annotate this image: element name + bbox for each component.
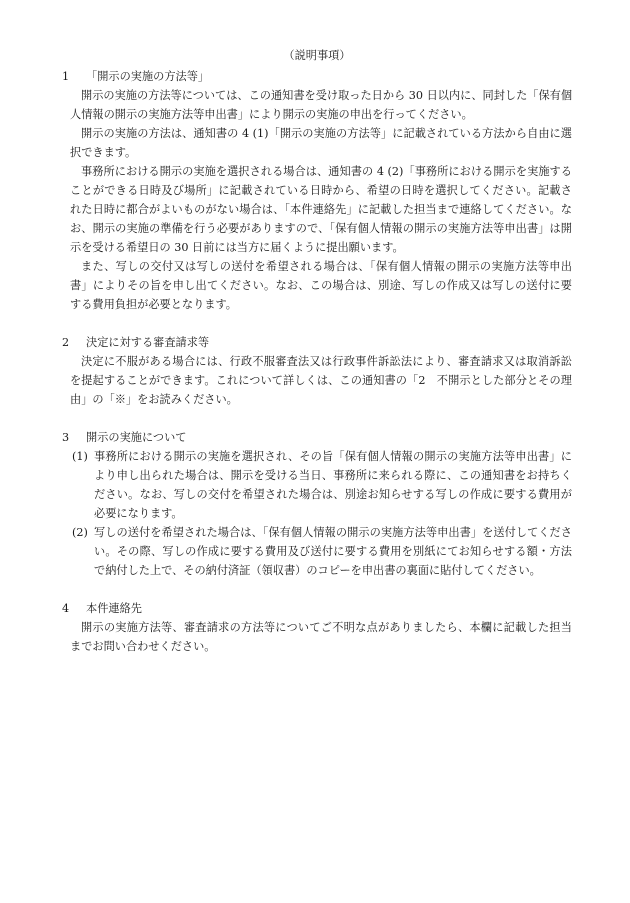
section-number: 2 [62, 336, 70, 349]
section-title: 決定に対する審査請求等 [86, 336, 210, 349]
item-text: 写しの送付を希望された場合は、「保有個人情報の開示の実施方法等申出書」を送付してください。その際、写しの作成に要する費用及び送付に要する費用を別紙にてお知らせする額・方法で納付した上で、その納付済証（領収書）のコピーを申出書の裏面に貼付してください。 [94, 526, 572, 577]
paragraph: 決定に不服がある場合には、行政不服審査法又は行政事件訴訟法により、審査請求又は取消訴訟を提起することができます。これについて詳しくは、この通知書の「2 不開示とした部分とその理由」の「※」をお読みください。 [70, 355, 572, 406]
section-implementation [62, 428, 572, 580]
section-heading [62, 67, 572, 86]
paragraph: 事務所における開示の実施を選択される場合は、通知書の 4 (2)「事務所における開示を実施することができる日時及び場所」に記載されている日時から、希望の日時を選択してください。記載された日時に都合がよいものがない場合は、「本件連絡先」に記載した担当まで連絡してください。なお、開示の実施の準備を行う必要がありますので、「保有個人情報の開示の実施方法等申出書」は開示を受ける希望日の 30 日前には当方に届くように提出願います。 [70, 165, 572, 254]
list-item [72, 523, 572, 580]
section-heading [62, 599, 572, 618]
section-title: 「開示の実施の方法等」 [86, 70, 210, 83]
paragraph: 開示の実施の方法等については、この通知書を受け取った日から 30 日以内に、同封した「保有個人情報の開示の実施方法等申出書」により開示の実施の申出を行ってください。 [70, 89, 573, 121]
section-contact [62, 599, 572, 656]
section-number: 1 [62, 70, 70, 83]
paragraph: 開示の実施の方法は、通知書の 4 (1)「開示の実施の方法等」に記載されている方法から自由に選択できます。 [70, 127, 572, 159]
section-number: 3 [62, 431, 70, 444]
paragraph: また、写しの交付又は写しの送付を希望される場合は、「保有個人情報の開示の実施方法等申出書」によりその旨を申し出てください。なお、この場合は、別途、写しの作成又は写しの送付に要する費用負担が必要となります。 [70, 260, 572, 311]
paragraph: 開示の実施方法等、審査請求の方法等についてご不明な点がありましたら、本欄に記載した担当までお問い合わせください。 [70, 621, 572, 653]
section-disclosure-method [62, 67, 572, 314]
item-number: (2) [72, 526, 88, 539]
item-number: (1) [72, 450, 88, 463]
section-appeal [62, 333, 572, 409]
section-heading [62, 428, 572, 447]
section-heading [62, 333, 572, 352]
section-number: 4 [62, 602, 70, 615]
document-title: （説明事項） [283, 49, 351, 62]
section-title: 本件連絡先 [86, 602, 142, 615]
list-item [72, 447, 572, 523]
section-title: 開示の実施について [86, 431, 187, 444]
item-text: 事務所における開示の実施を選択され、その旨「保有個人情報の開示の実施方法等申出書」により申し出られた場合は、開示を受ける当日、事務所に来られる際に、この通知書をお持ちください。なお、写しの交付を希望された場合は、別途お知らせする写しの作成に要する費用が必要になります。 [94, 450, 572, 520]
